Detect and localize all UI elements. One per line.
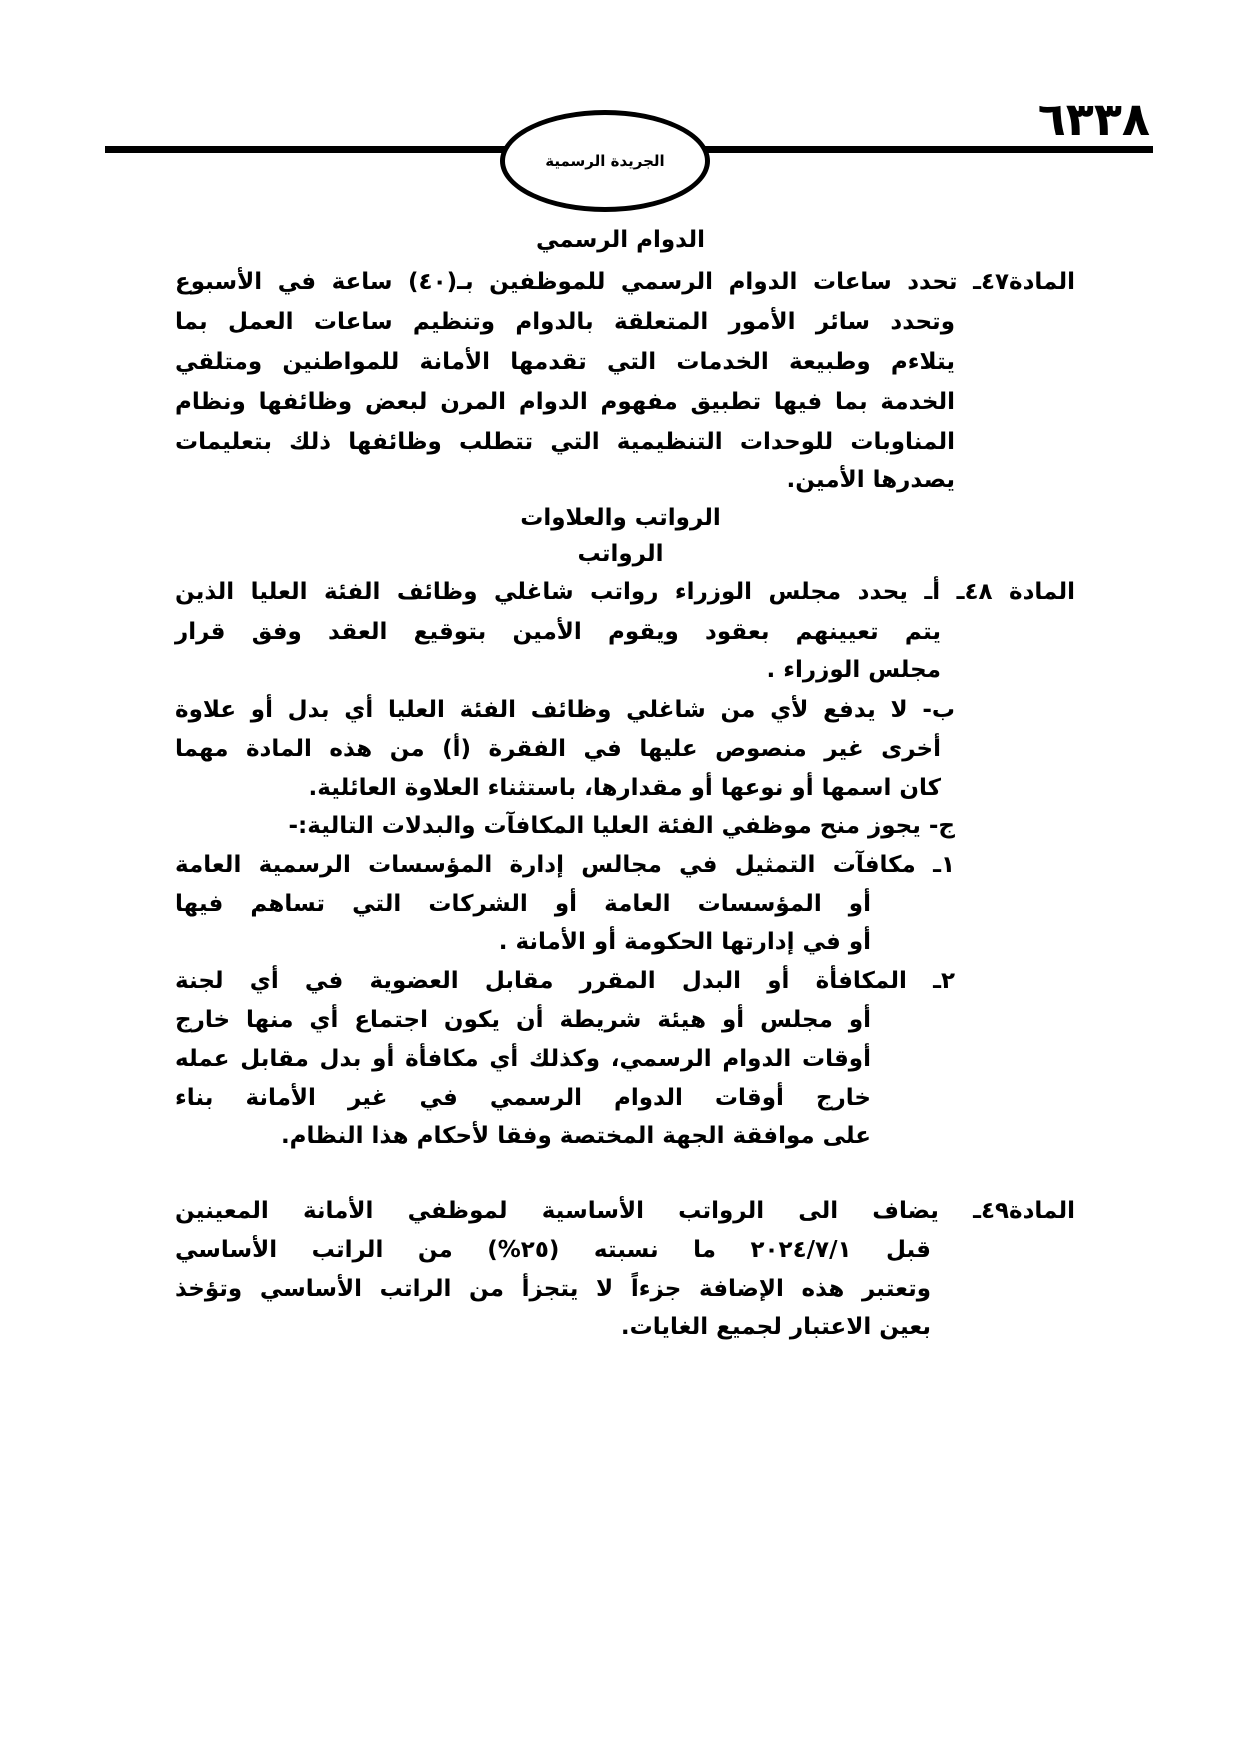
article48-b-line: أخرى غير منصوص عليها في الفقرة (أ) من هذه المادة مهما [175, 736, 941, 762]
article48-c2-line: أوقات الدوام الرسمي، وكذلك أي مكافأة أو بدل مقابل عمله [175, 1046, 871, 1072]
article47-line: يتلاءم وطبيعة الخدمات التي تقدمها الأمانة للمواطنين ومتلقي [175, 349, 955, 375]
article47-line: وتحدد سائر الأمور المتعلقة بالدوام وتنظيم ساعات العمل بما [175, 309, 955, 335]
article48-c-line: ج- يجوز منح موظفي الفئة العليا المكافآت والبدلات التالية:- [288, 813, 955, 839]
article49-line: المادة٤٩ـ يضاف الى الرواتب الأساسية لموظفي الأمانة المعينين [175, 1198, 1075, 1224]
article48-c2-line: على موافقة الجهة المختصة وفقا لأحكام هذا النظام. [280, 1123, 871, 1149]
article49-line: وتعتبر هذه الإضافة جزءاً لا يتجزأ من الراتب الأساسي وتؤخذ [175, 1276, 931, 1302]
article48-c2-line: خارج أوقات الدوام الرسمي في غير الأمانة بناء [175, 1085, 871, 1111]
article48-a-line: مجلس الوزراء . [766, 657, 941, 683]
article48-b-line: ب- لا يدفع لأي من شاغلي وظائف الفئة العليا أي بدل أو علاوة [175, 697, 955, 723]
article48-c1-line: ١ـ مكافآت التمثيل في مجالس إدارة المؤسسات الرسمية العامة [175, 852, 955, 878]
gazette-title: الجريدة الرسمية [545, 152, 665, 170]
article48-a-line: المادة ٤٨ـ أـ يحدد مجلس الوزراء رواتب شاغلي وظائف الفئة العليا الذين [175, 579, 1075, 605]
article47-line: المادة٤٧ـ تحدد ساعات الدوام الرسمي للموظفين بـ(٤٠) ساعة في الأسبوع [175, 269, 1075, 295]
page-number: ٦٣٣٨ [1037, 92, 1150, 146]
article48-c2-line: ٢ـ المكافأة أو البدل المقرر مقابل العضوية في أي لجنة [175, 968, 955, 994]
heading-official-hours: الدوام الرسمي [536, 227, 705, 253]
article47-line: المناوبات للوحدات التنظيمية التي تتطلب وظائفها ذلك بتعليمات [175, 429, 955, 455]
article47-line: الخدمة بما فيها تطبيق مفهوم الدوام المرن لبعض وظائفها ونظام [175, 389, 955, 415]
article48-a-line: يتم تعيينهم بعقود ويقوم الأمين بتوقيع العقد وفق قرار [175, 619, 941, 645]
heading-salaries-allowances: الرواتب والعلاوات [520, 505, 721, 531]
gazette-seal [500, 110, 710, 212]
article48-c1-line: أو في إدارتها الحكومة أو الأمانة . [498, 929, 871, 955]
article49-line: بعين الاعتبار لجميع الغايات. [620, 1314, 931, 1340]
heading-salaries: الرواتب [577, 541, 664, 567]
article48-c2-line: أو مجلس أو هيئة شريطة أن يكون اجتماع أي منها خارج [175, 1007, 871, 1033]
article48-b-line: كان اسمها أو نوعها أو مقدارها، باستثناء العلاوة العائلية. [308, 775, 941, 801]
article47-line: يصدرها الأمين. [786, 467, 955, 493]
article48-c1-line: أو المؤسسات العامة أو الشركات التي تساهم فيها [175, 891, 871, 917]
article49-line: قبل ٢٠٢٤/٧/١ ما نسبته (٢٥%) من الراتب الأساسي [175, 1237, 931, 1263]
